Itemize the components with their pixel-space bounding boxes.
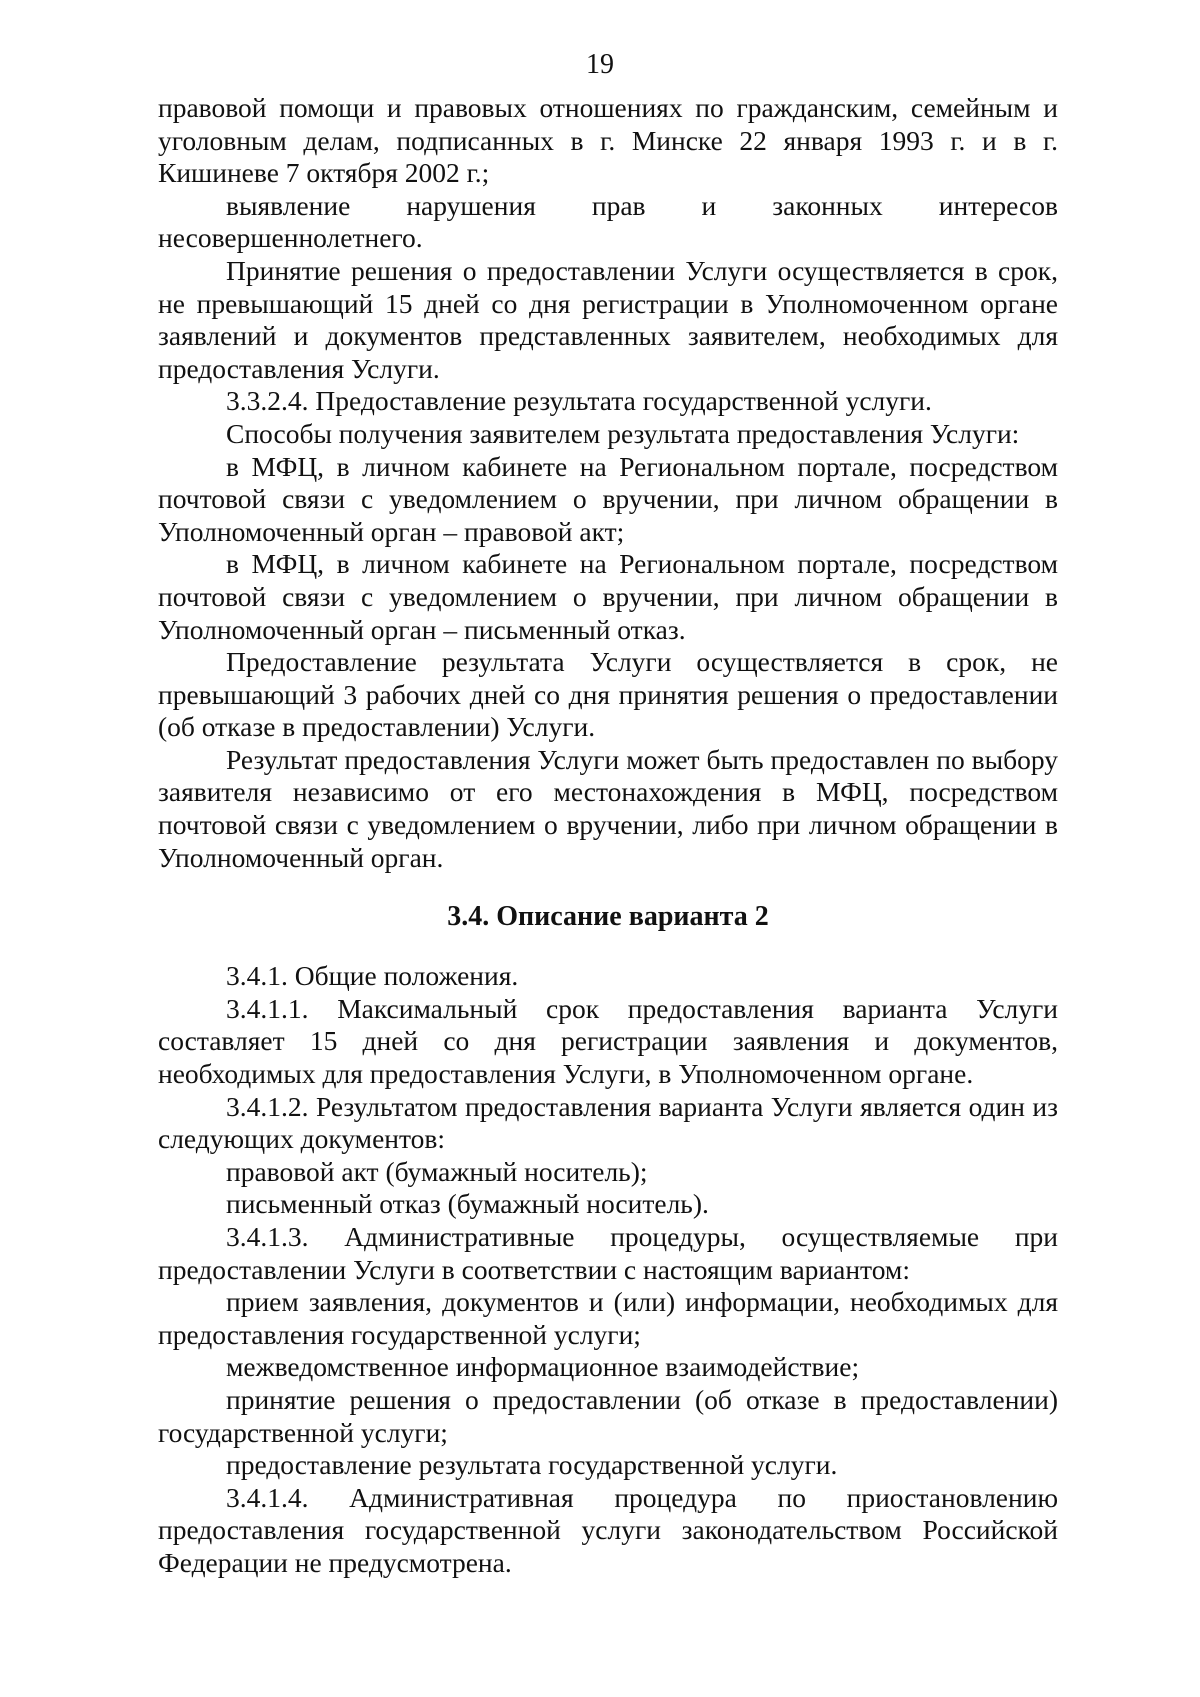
paragraph: 3.4.1.2. Результатом предоставления варианта Услуги является один из следующих документов: xyxy=(158,1090,1058,1155)
section-heading: 3.4. Описание варианта 2 xyxy=(447,901,769,933)
page-number: 19 xyxy=(586,49,614,80)
paragraph: Результат предоставления Услуги может быть предоставлен по выбору заявителя независимо от его местонахождения в МФЦ, посредством почтовой связи с уведомлением о вручении, либо при личном обращении в Уполномоченный орган. xyxy=(158,743,1058,873)
paragraph: 3.4.1. Общие положения. xyxy=(226,960,519,992)
paragraph: Предоставление результата Услуги осуществляется в срок, не превышающий 3 рабочих дней со дня принятия решения о предоставлении (об отказе в предоставлении) Услуги. xyxy=(158,646,1058,743)
paragraph: Принятие решения о предоставлении Услуги осуществляется в срок, не превышающий 15 дней со дня регистрации в Уполномоченном органе заявлений и документов представленных заявителем, необходимых для предоставления Услуги. xyxy=(158,254,1058,384)
paragraph: Способы получения заявителем результата предоставления Услуги: xyxy=(226,417,1020,449)
paragraph: 3.4.1.1. Максимальный срок предоставления варианта Услуги составляет 15 дней со дня регистрации заявления и документов, необходимых для предоставления Услуги, в Уполномоченном органе. xyxy=(158,992,1058,1090)
paragraph: межведомственное информационное взаимодействие; xyxy=(226,1351,860,1383)
document-body xyxy=(158,92,1058,1580)
paragraph: в МФЦ, в личном кабинете на Региональном портале, посредством почтовой связи с уведомлением о вручении, при личном обращении в Уполномоченный орган – правовой акт; xyxy=(158,450,1058,547)
paragraph: 3.4.1.3. Административные процедуры, осуществляемые при предоставлении Услуги в соответствии с настоящим вариантом: xyxy=(158,1221,1058,1285)
paragraph: прием заявления, документов и (или) информации, необходимых для предоставления государственной услуги; xyxy=(158,1286,1058,1350)
paragraph-continuation: правовой помощи и правовых отношениях по гражданским, семейным и уголовным делам, подписанных в г. Минске 22 января 1993 г. и в г. Кишиневе 7 октября 2002 г.; xyxy=(158,92,1058,189)
paragraph: 3.3.2.4. Предоставление результата государственной услуги. xyxy=(226,385,932,417)
paragraph: выявление нарушения прав и законных интересов несовершеннолетнего. xyxy=(158,189,1058,254)
paragraph: предоставление результата государственной услуги. xyxy=(226,1449,838,1481)
paragraph: 3.4.1.4. Административная процедура по приостановлению предоставления государственной услуги законодательством Российской Федерации не предусмотрена. xyxy=(158,1481,1058,1578)
paragraph: правовой акт (бумажный носитель); xyxy=(226,1155,648,1187)
paragraph: принятие решения о предоставлении (об отказе в предоставлении) государственной услуги; xyxy=(158,1383,1058,1448)
paragraph: письменный отказ (бумажный носитель). xyxy=(226,1188,709,1220)
paragraph: в МФЦ, в личном кабинете на Региональном портале, посредством почтовой связи с уведомлением о вручении, при личном обращении в Уполномоченный орган – письменный отказ. xyxy=(158,548,1058,645)
